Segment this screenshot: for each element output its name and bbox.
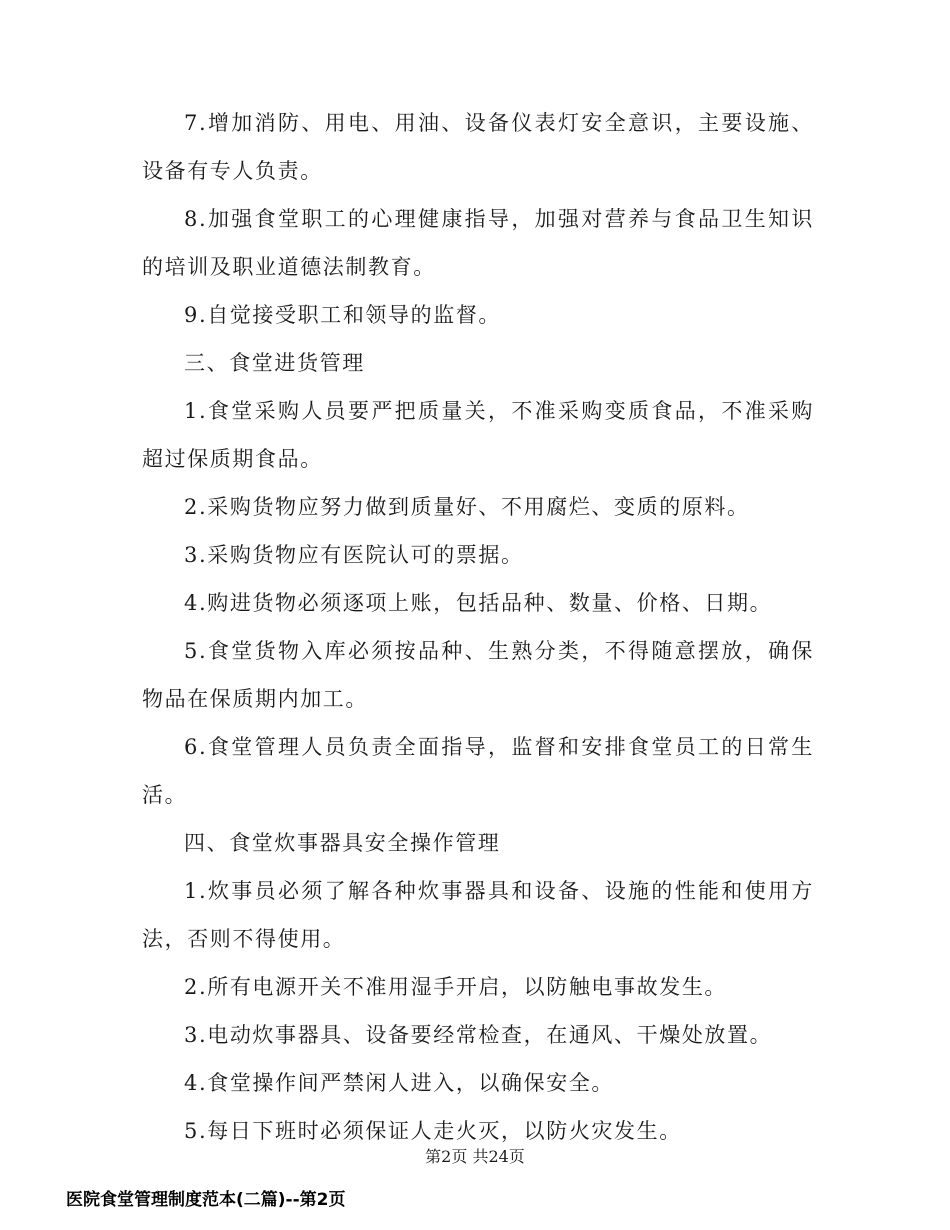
section-heading: 三、食堂进货管理 (184, 351, 365, 375)
paragraph: 9.自觉接受职工和领导的监督。 (184, 303, 502, 327)
paragraph: 8.加强食堂职工的心理健康指导，加强对营养与食品卫生知识的培训及职业道德法制教育。 (142, 207, 814, 279)
paragraph: 2.采购货物应努力做到质量好、不用腐烂、变质的原料。 (184, 495, 750, 519)
paragraph: 1.炊事员必须了解各种炊事器具和设备、设施的性能和使用方法，否则不得使用。 (142, 879, 814, 951)
paragraph: 7.增加消防、用电、用油、设备仪表灯安全意识，主要设施、设备有专人负责。 (142, 111, 814, 183)
document-footer-title: 医院食堂管理制度范本(二篇)--第2页 (66, 1190, 346, 1210)
paragraph: 5.每日下班时必须保证人走火灭，以防火灾发生。 (184, 1119, 682, 1143)
document-body (142, 99, 814, 1155)
section-heading: 四、食堂炊事器具安全操作管理 (184, 831, 501, 855)
paragraph: 2.所有电源开关不准用湿手开启，以防触电事故发生。 (184, 975, 728, 999)
paragraph: 4.购进货物必须逐项上账，包括品种、数量、价格、日期。 (184, 591, 773, 615)
paragraph: 4.食堂操作间严禁闲人进入，以确保安全。 (184, 1071, 615, 1095)
paragraph: 6.食堂管理人员负责全面指导，监督和安排食堂员工的日常生活。 (142, 735, 814, 807)
paragraph: 1.食堂采购人员要严把质量关，不准采购变质食品，不准采购超过保质期食品。 (142, 399, 814, 471)
page-number: 第2页 共24页 (425, 1147, 525, 1166)
paragraph: 5.食堂货物入库必须按品种、生熟分类，不得随意摆放，确保物品在保质期内加工。 (142, 639, 814, 711)
paragraph: 3.采购货物应有医院认可的票据。 (184, 543, 524, 567)
paragraph: 3.电动炊事器具、设备要经常检查，在通风、干燥处放置。 (184, 1023, 773, 1047)
